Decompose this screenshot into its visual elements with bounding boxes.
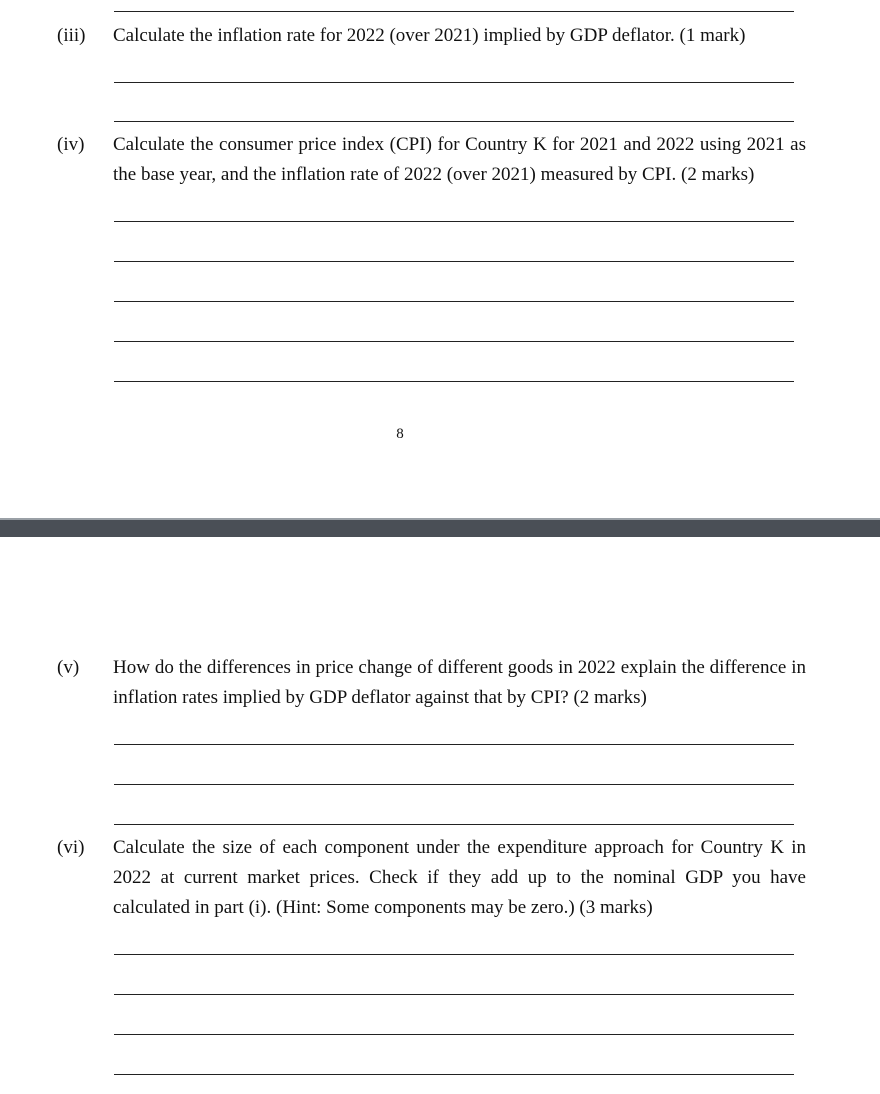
answer-line [114,824,794,825]
answer-line [114,1034,794,1035]
question-text-iv: Calculate the consumer price index (CPI) for Country K for 2021 and 2022 using 2021 as the base year, and the inflation rate of 2022 (over 2021) measured by CPI. (2 marks) [113,134,806,185]
answer-line [114,954,794,955]
answer-line [114,82,794,83]
answer-line [114,301,794,302]
document-page-8 [0,0,880,518]
answer-line [114,744,794,745]
answer-line [114,11,794,12]
question-number-v: (v) [57,657,80,678]
question-text-iii: Calculate the inflation rate for 2022 (over 2021) implied by GDP deflator. (1 mark) [113,25,746,46]
document-page-9 [0,537,880,1094]
answer-line [114,381,794,382]
question-number-iv: (iv) [57,134,85,155]
answer-line [114,1074,794,1075]
question-number-vi: (vi) [57,837,85,858]
answer-line [114,221,794,222]
answer-line [114,261,794,262]
page-separator [0,518,880,537]
question-text-vi: Calculate the size of each component under the expenditure approach for Country K in 2022 at current market prices. Check if they add up to the nominal GDP you have calculated in part (i). (Hint: Some components may be zero.) (3 marks) [113,837,806,918]
answer-line [114,121,794,122]
question-number-iii: (iii) [57,25,86,46]
question-text-v: How do the differences in price change of different goods in 2022 explain the difference in inflation rates implied by GDP deflator against that by CPI? (2 marks) [113,657,806,708]
answer-line [114,341,794,342]
answer-line [114,784,794,785]
answer-line [114,994,794,995]
page-number: 8 [396,426,404,442]
